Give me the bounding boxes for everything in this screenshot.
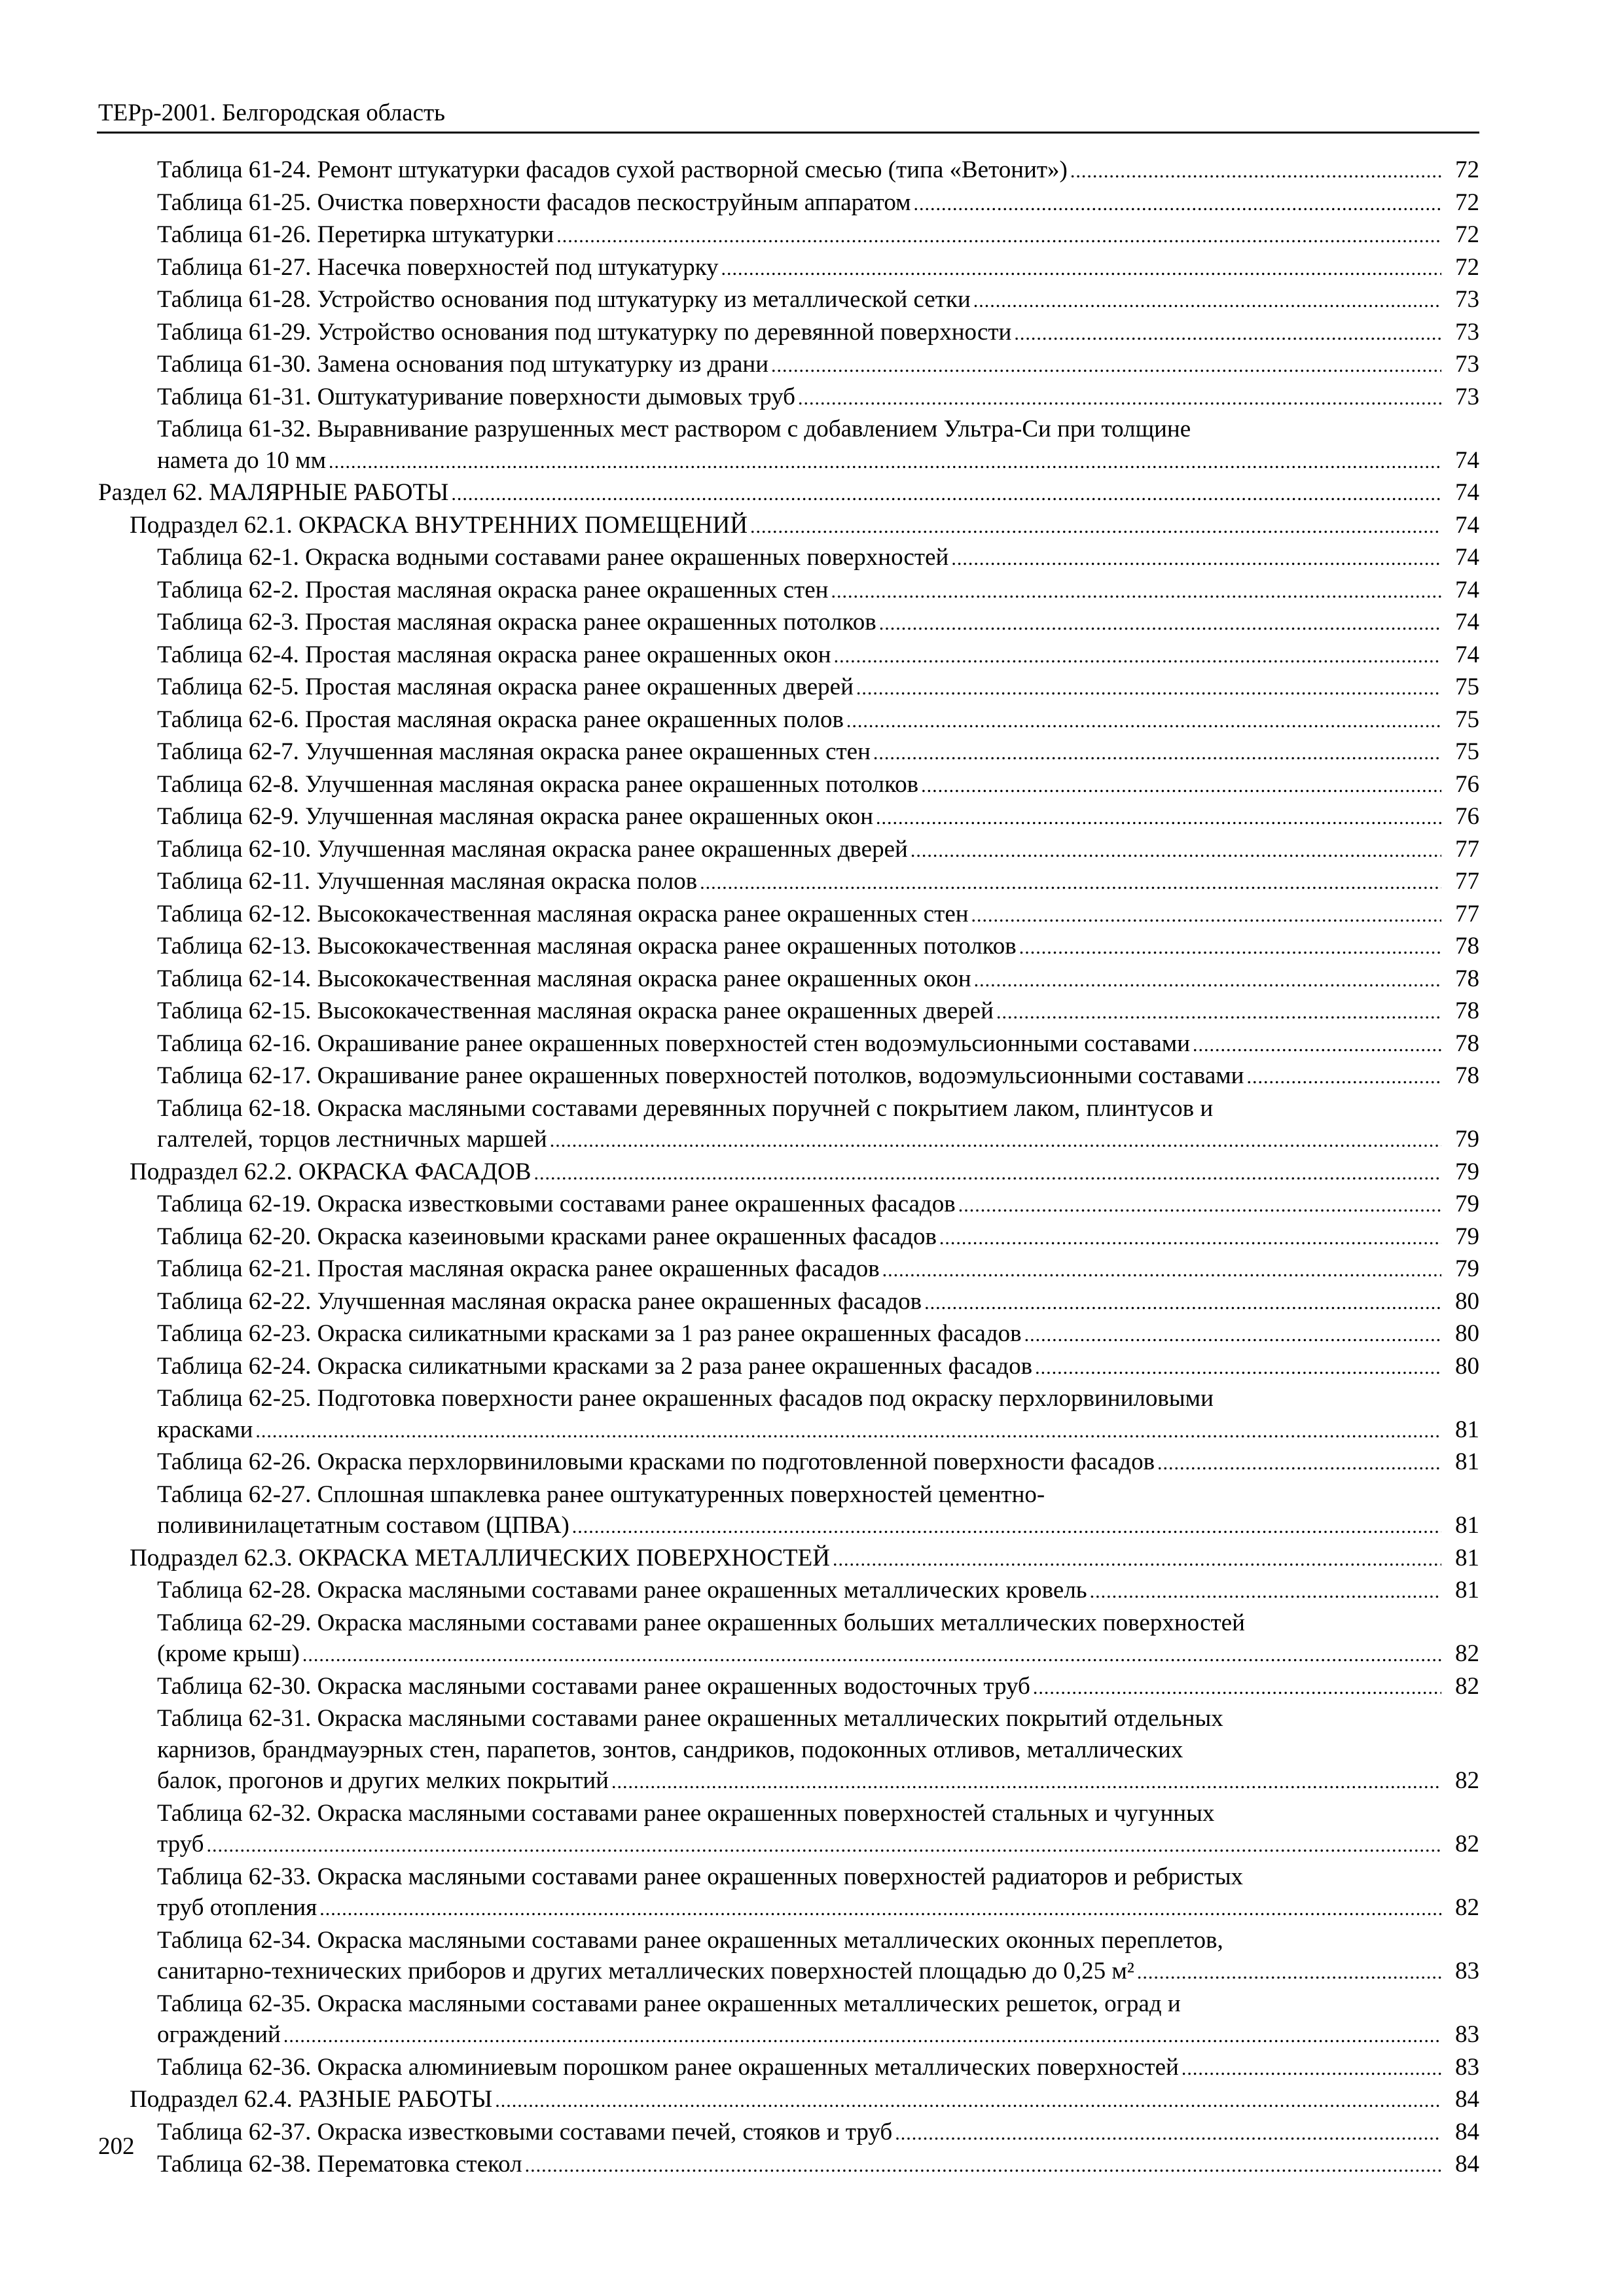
dot-leader [973, 285, 1441, 317]
dot-leader [556, 221, 1441, 252]
toc-page-number: 74 [1455, 479, 1479, 506]
toc-table-entry[interactable] [98, 1286, 1479, 1319]
toc-entry-text: труб отопления [157, 1894, 317, 1921]
toc-table-entry[interactable] [98, 1607, 1479, 1671]
toc-entry-text: (кроме крыш) [157, 1640, 300, 1667]
toc-entry-text: Таблица 62-8. Улучшенная масляная окраска ранее окрашенных потолков [157, 770, 919, 798]
toc-table-entry[interactable] [98, 1383, 1479, 1446]
toc-entry-text: Таблица 62-23. Окраска силикатными красками за 1 раз ранее окрашенных фасадов [157, 1320, 1022, 1347]
toc-page-number: 73 [1455, 318, 1479, 346]
dot-leader [1014, 318, 1441, 350]
toc-table-entry[interactable] [98, 1671, 1479, 1704]
dot-leader [914, 188, 1441, 220]
toc-table-entry[interactable] [98, 1221, 1479, 1254]
toc-page-number: 81 [1455, 1448, 1479, 1475]
toc-entry-text: Таблица 62-1. Окраска водными составами ранее окрашенных поверхностей [157, 544, 949, 571]
toc-subsection[interactable] [98, 1157, 1479, 1189]
toc-table-entry[interactable] [98, 1446, 1479, 1479]
toc-page-number: 81 [1455, 1544, 1479, 1571]
toc-entry-text: карнизов, брандмауэрных стен, парапетов, зонтов, сандриков, подоконных отливов, металлических [157, 1736, 1183, 1763]
toc-entry-text: Таблица 62-26. Окраска перхлорвиниловыми красками по подготовленной поверхности фасадов [157, 1448, 1155, 1475]
dot-leader [873, 738, 1441, 769]
dot-leader [1033, 1672, 1441, 1704]
toc-page-number: 82 [1455, 1640, 1479, 1667]
toc-entry-text: Таблица 62-32. Окраска масляными составами ранее окрашенных поверхностей стальных и чугунных [157, 1799, 1215, 1827]
toc-table-entry[interactable] [98, 866, 1479, 899]
toc-entry-text: Таблица 61-26. Перетирка штукатурки [157, 221, 554, 248]
dot-leader [1137, 1957, 1441, 1988]
toc-subsection[interactable] [98, 510, 1479, 543]
toc-table-entry[interactable] [98, 252, 1479, 285]
toc-page-number: 78 [1455, 933, 1479, 960]
toc-table-entry[interactable] [98, 1575, 1479, 1607]
toc-entry-text: Таблица 62-2. Простая масляная окраска ранее окрашенных стен [157, 576, 829, 603]
toc-page-number: 73 [1455, 286, 1479, 313]
dot-leader [550, 1125, 1441, 1157]
toc-entry-text: Таблица 62-27. Сплошная шпаклевка ранее оштукатуренных поверхностей цементно- [157, 1480, 1045, 1508]
toc-entry-text: Таблица 62-18. Окраска масляными составами деревянных поручней с покрытием лаком, плинтусов и [157, 1094, 1214, 1122]
toc-page-number: 78 [1455, 965, 1479, 992]
dot-leader [1157, 1448, 1441, 1479]
toc-entry-text: Таблица 62-30. Окраска масляными составами ранее окрашенных водосточных труб [157, 1672, 1030, 1700]
dot-leader [879, 608, 1441, 639]
toc-entry-text: Таблица 61-30. Замена основания под штукатурку из драни [157, 351, 769, 378]
toc-table-entry[interactable] [98, 1988, 1479, 2052]
toc-entry-text: Таблица 61-24. Ремонт штукатурки фасадов сухой растворной смесью (типа «Ветонит») [157, 156, 1068, 183]
toc-page-number: 74 [1455, 576, 1479, 603]
dot-leader [831, 576, 1442, 607]
toc-table-entry[interactable] [98, 284, 1479, 317]
toc-page-number: 83 [1455, 1958, 1479, 1984]
toc-page-number: 72 [1455, 253, 1479, 281]
toc-page-number: 84 [1455, 2151, 1479, 2178]
toc-entry-text: санитарно-технических приборов и других металлических поверхностей площадью до 0,25 м² [157, 1958, 1134, 1984]
toc-page-number: 74 [1455, 609, 1479, 636]
toc-table-entry[interactable] [98, 899, 1479, 931]
dot-leader [750, 511, 1441, 543]
toc-entry-text: Таблица 62-22. Улучшенная масляная окраска ранее окрашенных фасадов [157, 1287, 922, 1315]
toc-entry-text: Таблица 62-7. Улучшенная масляная окраска ранее окрашенных стен [157, 738, 871, 765]
dot-leader [451, 478, 1441, 510]
toc-table-entry[interactable] [98, 1189, 1479, 1221]
toc-page-number: 81 [1455, 1577, 1479, 1604]
dot-leader [329, 446, 1441, 478]
toc-page-number: 75 [1455, 706, 1479, 733]
dot-leader [572, 1511, 1441, 1543]
toc-entry-text: Таблица 62-4. Простая масляная окраска ранее окрашенных окон [157, 641, 831, 668]
page-number: 202 [98, 2133, 135, 2160]
dot-leader [971, 900, 1441, 931]
dot-leader [1070, 156, 1441, 187]
dot-leader [876, 802, 1441, 834]
toc-entry-text: Таблица 62-15. Высококачественная масляная окраска ранее окрашенных дверей [157, 997, 994, 1024]
toc-page-number: 72 [1455, 188, 1479, 216]
toc-entry-text: поливинилацетатным составом (ЦПВА) [157, 1512, 569, 1539]
toc-entry-text: Таблица 62-25. Подготовка поверхности ранее окрашенных фасадов под окраску перхлорвиниловыми [157, 1385, 1214, 1412]
toc-page-number: 76 [1455, 770, 1479, 798]
header-divider [97, 132, 1479, 134]
toc-page-number: 74 [1455, 446, 1479, 474]
toc-entry-text: Таблица 62-16. Окрашивание ранее окрашенных поверхностей стен водоэмульсионными составами [157, 1030, 1191, 1057]
dot-leader [798, 383, 1441, 414]
toc-table-entry[interactable] [98, 639, 1479, 672]
toc-subsection[interactable] [98, 1543, 1479, 1575]
toc-table-entry[interactable] [98, 317, 1479, 350]
toc-page-number: 82 [1455, 1831, 1479, 1857]
toc-entry-text: намета до 10 мм [157, 446, 327, 474]
toc-page-number: 72 [1455, 156, 1479, 183]
toc-entry-text: Таблица 62-9. Улучшенная масляная окраска ранее окрашенных окон [157, 803, 873, 830]
toc-table-entry[interactable] [98, 1861, 1479, 1925]
dot-leader [495, 2085, 1441, 2117]
toc-page-number: 79 [1455, 1126, 1479, 1153]
dot-leader [846, 706, 1441, 737]
dot-leader [951, 543, 1441, 575]
toc-page-number: 81 [1455, 1416, 1479, 1443]
toc-entry-text: Таблица 62-13. Высококачественная масляная окраска ранее окрашенных потолков [157, 933, 1017, 960]
toc-page-number: 77 [1455, 868, 1479, 895]
toc-page-number: 77 [1455, 835, 1479, 863]
toc-table-entry[interactable] [98, 219, 1479, 252]
toc-page-number: 80 [1455, 1320, 1479, 1347]
dot-leader [771, 350, 1441, 382]
toc-table-entry[interactable] [98, 931, 1479, 963]
dot-leader [700, 867, 1441, 899]
toc-page-number: 84 [1455, 2118, 1479, 2145]
toc-entry-text: Таблица 62-31. Окраска масляными составами ранее окрашенных металлических покрытий отдельных [157, 1705, 1223, 1732]
toc-entry-text: Таблица 62-3. Простая масляная окраска ранее окрашенных потолков [157, 609, 876, 636]
toc-entry-text: Таблица 61-29. Устройство основания под штукатурку по деревянной поверхности [157, 318, 1012, 346]
dot-leader [206, 1830, 1441, 1861]
dot-leader [533, 1158, 1441, 1189]
toc-table-entry[interactable] [98, 963, 1479, 996]
toc-page-number: 74 [1455, 544, 1479, 571]
toc-page-number: 74 [1455, 511, 1479, 539]
toc-table-entry[interactable] [98, 1479, 1479, 1543]
toc-entry-text: Подраздел 62.1. ОКРАСКА ВНУТРЕННИХ ПОМЕЩЕНИЙ [130, 511, 748, 539]
toc-page-number: 73 [1455, 351, 1479, 378]
dot-leader [1019, 932, 1441, 963]
toc-page-number: 80 [1455, 1352, 1479, 1380]
dot-leader [525, 2150, 1441, 2181]
dot-leader [895, 2118, 1441, 2149]
toc-table-entry[interactable] [98, 187, 1479, 220]
toc-entry-text: Таблица 62-29. Окраска масляными составами ранее окрашенных больших металлических поверхностей [157, 1609, 1245, 1636]
toc-page-number: 76 [1455, 803, 1479, 830]
dot-leader [856, 673, 1441, 704]
toc-entry-text: Таблица 61-27. Насечка поверхностей под штукатурку [157, 253, 719, 281]
toc-page-number: 75 [1455, 738, 1479, 765]
dot-leader [283, 2020, 1441, 2052]
toc-entry-text: Таблица 62-21. Простая масляная окраска ранее окрашенных фасадов [157, 1255, 880, 1282]
toc-entry-text: Таблица 61-25. Очистка поверхности фасадов пескоструйным аппаратом [157, 188, 911, 216]
toc-section[interactable] [98, 477, 1479, 510]
dot-leader [1035, 1352, 1441, 1384]
toc-entry-text: балок, прогонов и других мелких покрытий [157, 1767, 609, 1794]
dot-leader [958, 1190, 1441, 1221]
toc-table-entry[interactable] [98, 736, 1479, 769]
toc-entry-text: Таблица 62-10. Улучшенная масляная окраска ранее окрашенных дверей [157, 835, 908, 863]
toc-table-entry[interactable] [98, 575, 1479, 607]
toc-entry-text: Таблица 62-36. Окраска алюминиевым порошком ранее окрашенных металлических поверхностей [157, 2053, 1179, 2081]
toc-table-entry[interactable] [98, 414, 1479, 477]
toc-table-entry[interactable] [98, 1028, 1479, 1061]
toc-entry-text: Подраздел 62.2. ОКРАСКА ФАСАДОВ [130, 1158, 532, 1185]
toc-table-entry[interactable] [98, 834, 1479, 867]
toc-page-number: 82 [1455, 1894, 1479, 1921]
toc-entry-text: Подраздел 62.4. РАЗНЫЕ РАБОТЫ [130, 2086, 493, 2113]
toc-page-number: 81 [1455, 1512, 1479, 1539]
toc-table-entry[interactable] [98, 1318, 1479, 1351]
dot-leader [302, 1640, 1441, 1671]
toc-table-entry[interactable] [98, 996, 1479, 1028]
toc-page-number: 78 [1455, 1062, 1479, 1089]
toc-table-entry[interactable] [98, 1925, 1479, 1988]
toc-table-entry[interactable] [98, 801, 1479, 834]
toc-page-number: 78 [1455, 1030, 1479, 1057]
toc-table-entry[interactable] [98, 1351, 1479, 1384]
toc-table-entry[interactable] [98, 1253, 1479, 1286]
toc-page-number: 75 [1455, 673, 1479, 700]
toc-entry-text: Таблица 62-14. Высококачественная масляная окраска ранее окрашенных окон [157, 965, 971, 992]
toc-page-number: 79 [1455, 1191, 1479, 1217]
toc-table-entry[interactable] [98, 704, 1479, 737]
toc-table-entry[interactable] [98, 672, 1479, 704]
toc-page-number: 83 [1455, 2053, 1479, 2081]
toc-entry-text: Таблица 62-20. Окраска казеиновыми красками ранее окрашенных фасадов [157, 1223, 937, 1250]
dot-leader [924, 1287, 1441, 1319]
toc-page-number: 73 [1455, 383, 1479, 410]
toc-entry-text: красками [157, 1416, 253, 1443]
toc-table-entry[interactable] [98, 2052, 1479, 2085]
toc-page-number: 74 [1455, 641, 1479, 668]
toc-entry-text: Таблица 62-35. Окраска масляными составами ранее окрашенных металлических решеток, оград и [157, 1990, 1181, 2017]
toc-table-entry[interactable] [98, 1060, 1479, 1093]
dot-leader [255, 1416, 1441, 1447]
running-header: ТЕРр-2001. Белгородская область [98, 99, 446, 126]
toc-page-number: 82 [1455, 1767, 1479, 1794]
dot-leader [1182, 2053, 1441, 2085]
toc-page-number: 84 [1455, 2086, 1479, 2113]
dot-leader [996, 997, 1441, 1028]
dot-leader [319, 1893, 1441, 1925]
dot-leader [833, 1544, 1441, 1575]
dot-leader [1090, 1576, 1441, 1607]
dot-leader [1193, 1030, 1441, 1061]
toc-entry-text: Таблица 62-37. Окраска известковыми составами печей, стояков и труб [157, 2118, 893, 2145]
toc-page-number: 79 [1455, 1255, 1479, 1282]
toc-page-number: 79 [1455, 1223, 1479, 1250]
toc-entry-text: Подраздел 62.3. ОКРАСКА МЕТАЛЛИЧЕСКИХ ПОВЕРХНОСТЕЙ [130, 1544, 830, 1571]
dot-leader [1246, 1062, 1441, 1093]
toc-entry-text: галтелей, торцов лестничных маршей [157, 1126, 547, 1153]
toc-table-entry[interactable] [98, 2117, 1479, 2149]
toc-page-number: 82 [1455, 1672, 1479, 1700]
toc-entry-text: ограждений [157, 2021, 281, 2048]
toc-entry-text: Таблица 62-5. Простая масляная окраска ранее окрашенных дверей [157, 673, 854, 700]
dot-leader [1024, 1319, 1441, 1351]
toc-table-entry[interactable] [98, 349, 1479, 382]
toc-page-number: 78 [1455, 997, 1479, 1024]
toc-table-entry[interactable] [98, 607, 1479, 639]
dot-leader [834, 641, 1441, 672]
dot-leader [921, 770, 1441, 802]
toc-table-entry[interactable] [98, 769, 1479, 802]
toc-subsection[interactable] [98, 2084, 1479, 2117]
table-of-contents [98, 154, 1479, 2181]
toc-entry-text: Таблица 62-12. Высококачественная масляная окраска ранее окрашенных стен [157, 900, 969, 927]
toc-entry-text: Таблица 61-28. Устройство основания под штукатурку из металлической сетки [157, 286, 971, 313]
dot-leader [611, 1767, 1441, 1798]
toc-entry-text: Таблица 62-19. Окраска известковыми составами ранее окрашенных фасадов [157, 1191, 956, 1217]
toc-entry-text: Раздел 62. МАЛЯРНЫЕ РАБОТЫ [98, 479, 449, 506]
toc-table-entry[interactable] [98, 154, 1479, 187]
toc-table-entry[interactable] [98, 2149, 1479, 2181]
toc-entry-text: Таблица 62-11. Улучшенная масляная окраска полов [157, 868, 698, 895]
toc-entry-text: Таблица 62-17. Окрашивание ранее окрашенных поверхностей потолков, водоэмульсионными составами [157, 1062, 1244, 1089]
dot-leader [974, 965, 1441, 996]
toc-entry-text: труб [157, 1831, 204, 1857]
toc-table-entry[interactable] [98, 382, 1479, 414]
dot-leader [911, 835, 1441, 867]
toc-table-entry[interactable] [98, 1798, 1479, 1861]
dot-leader [939, 1223, 1441, 1254]
toc-entry-text: Таблица 62-28. Окраска масляными составами ранее окрашенных металлических кровель [157, 1577, 1087, 1604]
toc-entry-text: Таблица 61-31. Оштукатуривание поверхности дымовых труб [157, 383, 795, 410]
toc-entry-text: Таблица 62-34. Окраска масляными составами ранее окрашенных металлических оконных переплетов, [157, 1926, 1223, 1954]
toc-page-number: 80 [1455, 1287, 1479, 1315]
toc-entry-text: Таблица 62-6. Простая масляная окраска ранее окрашенных полов [157, 706, 844, 733]
toc-table-entry[interactable] [98, 542, 1479, 575]
dot-leader [721, 253, 1441, 285]
toc-page-number: 83 [1455, 2021, 1479, 2048]
toc-table-entry[interactable] [98, 1703, 1479, 1798]
toc-entry-text: Таблица 62-38. Перематовка стекол [157, 2151, 522, 2178]
toc-page-number: 77 [1455, 900, 1479, 927]
toc-entry-text: Таблица 61-32. Выравнивание разрушенных мест раствором с добавлением Ультра-Си при толщине [157, 416, 1191, 442]
toc-entry-text: Таблица 62-33. Окраска масляными составами ранее окрашенных поверхностей радиаторов и ребристых [157, 1863, 1244, 1890]
toc-page-number: 79 [1455, 1158, 1479, 1185]
toc-entry-text: Таблица 62-24. Окраска силикатными красками за 2 раза ранее окрашенных фасадов [157, 1352, 1033, 1380]
toc-table-entry[interactable] [98, 1093, 1479, 1157]
toc-page-number: 72 [1455, 221, 1479, 248]
dot-leader [882, 1255, 1441, 1286]
